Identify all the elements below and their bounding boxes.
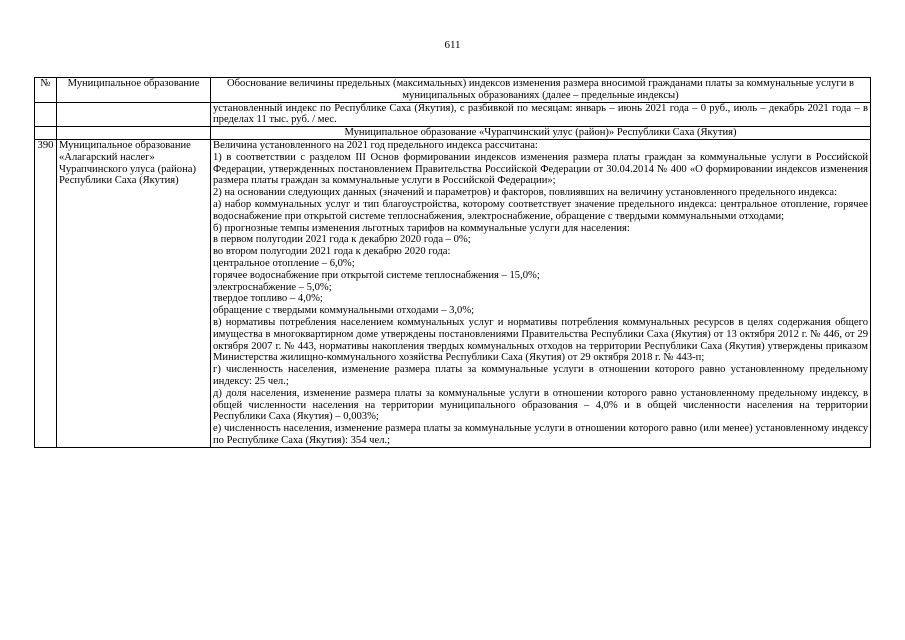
- section-row: [35, 127, 871, 140]
- justification-paragraph: е) численность населения, изменение размера платы за коммунальные услуги в отношении которого равно (или менее) установленному индексу по Республике Саха (Якутия): 354 чел.;: [213, 423, 868, 446]
- justification-paragraph: Величина установленного на 2021 год предельного индекса рассчитана:: [213, 139, 538, 151]
- justification-paragraph: горячее водоснабжение при открытой системе теплоснабжения – 15,0%;: [213, 269, 540, 281]
- justification-paragraph: 1) в соответствии с разделом III Основ формировании индексов изменения размера платы граждан за коммунальные услуги в Российской Федерации, утвержденных постановлением Правительства Российской Федерации от 30.04.2014 № 400 «О формировании индексов изменения размера платы граждан за коммунальные услуги в Российской Федерации»;: [213, 151, 868, 187]
- header-justification: Обоснование величины предельных (максимальных) индексов изменения размера вносимой гражданами платы за коммунальные услуги в муниципальных образованиях (далее – предельные индексы): [211, 78, 871, 103]
- continuation-text: установленный индекс по Республике Саха (Якутия), с разбивкой по месяцам: январь – июнь 2021 года – 0 руб., июль – декабрь 2021 года – в пределах 11 тыс. руб. / мес.: [211, 102, 871, 127]
- justification-paragraph: а) набор коммунальных услуг и тип благоустройства, которому соответствует значение предельного индекса: центральное отопление, горячее водоснабжение при открытой системе теплоснабжения, электроснабжение, обращение с твердыми коммунальными отходами;: [213, 198, 868, 222]
- table-header-row: [35, 78, 871, 103]
- row-justification: [211, 139, 871, 447]
- row-municipality: Муниципальное образование «Алагарский наслег» Чурапчинского улуса (района) Республики Саха (Якутия): [57, 139, 211, 447]
- continuation-row: [35, 102, 871, 127]
- justification-paragraph: в) нормативы потребления населением коммунальных услуг и нормативы потребления коммунальных ресурсов в целях содержания общего имущества в многоквартирном доме утверждены постановлениями Правительства Республики Саха (Якутия) от 13 октября 2012 г. № 446, от 29 октября 2007 г. № 443, нормативы накопления твердых коммунальных отходов на территории Республики Саха (Якутия) утверждены приказом Министерства жилищно-коммунального хозяйства Республики Саха (Якутия) от 29 октября 2018 г. № 443-п;: [213, 316, 868, 364]
- justification-paragraph: в первом полугодии 2021 года к декабрю 2020 года – 0%;: [213, 234, 471, 246]
- justification-paragraph: 2) на основании следующих данных (значений и параметров) и факторов, повлиявших на величину установленного предельного индекса:: [213, 187, 838, 199]
- section-number-cell: [35, 127, 57, 140]
- page-number: 611: [444, 39, 461, 51]
- justification-paragraph: обращение с твердыми коммунальными отходами – 3,0%;: [213, 305, 475, 317]
- justification-paragraph: центральное отопление – 6,0%;: [213, 257, 355, 269]
- justification-paragraph: во втором полугодии 2021 года к декабрю 2020 года:: [213, 246, 451, 258]
- continuation-number-cell: [35, 102, 57, 127]
- header-number: №: [35, 78, 57, 103]
- justification-paragraph: г) численность населения, изменение размера платы за коммунальные услуги в отношении которого равно установленному предельному индексу: 25 чел.;: [213, 364, 868, 387]
- index-justification-table: [34, 77, 871, 448]
- justification-paragraph: д) доля населения, изменение размера платы за коммунальные услуги в отношении которого равно установленному предельному индексу, в общей численности населения на территории муниципального образования – 4,0% и в общей численности населения на территории Республики Саха (Якутия) – 0,003%;: [213, 387, 868, 423]
- header-municipality: Муниципальное образование: [57, 78, 211, 103]
- justification-paragraph: твердое топливо – 4,0%;: [213, 293, 323, 305]
- section-title: Муниципальное образование «Чурапчинский улус (район)» Республики Саха (Якутия): [211, 127, 871, 140]
- justification-paragraph: б) прогнозные темпы изменения льготных тарифов на коммунальные услуги для населения:: [213, 222, 630, 234]
- table-row: [35, 139, 871, 447]
- continuation-municipality-cell: [57, 102, 211, 127]
- section-municipality-cell: [57, 127, 211, 140]
- row-number: 390: [35, 139, 57, 447]
- justification-paragraph: электроснабжение – 5,0%;: [213, 281, 332, 293]
